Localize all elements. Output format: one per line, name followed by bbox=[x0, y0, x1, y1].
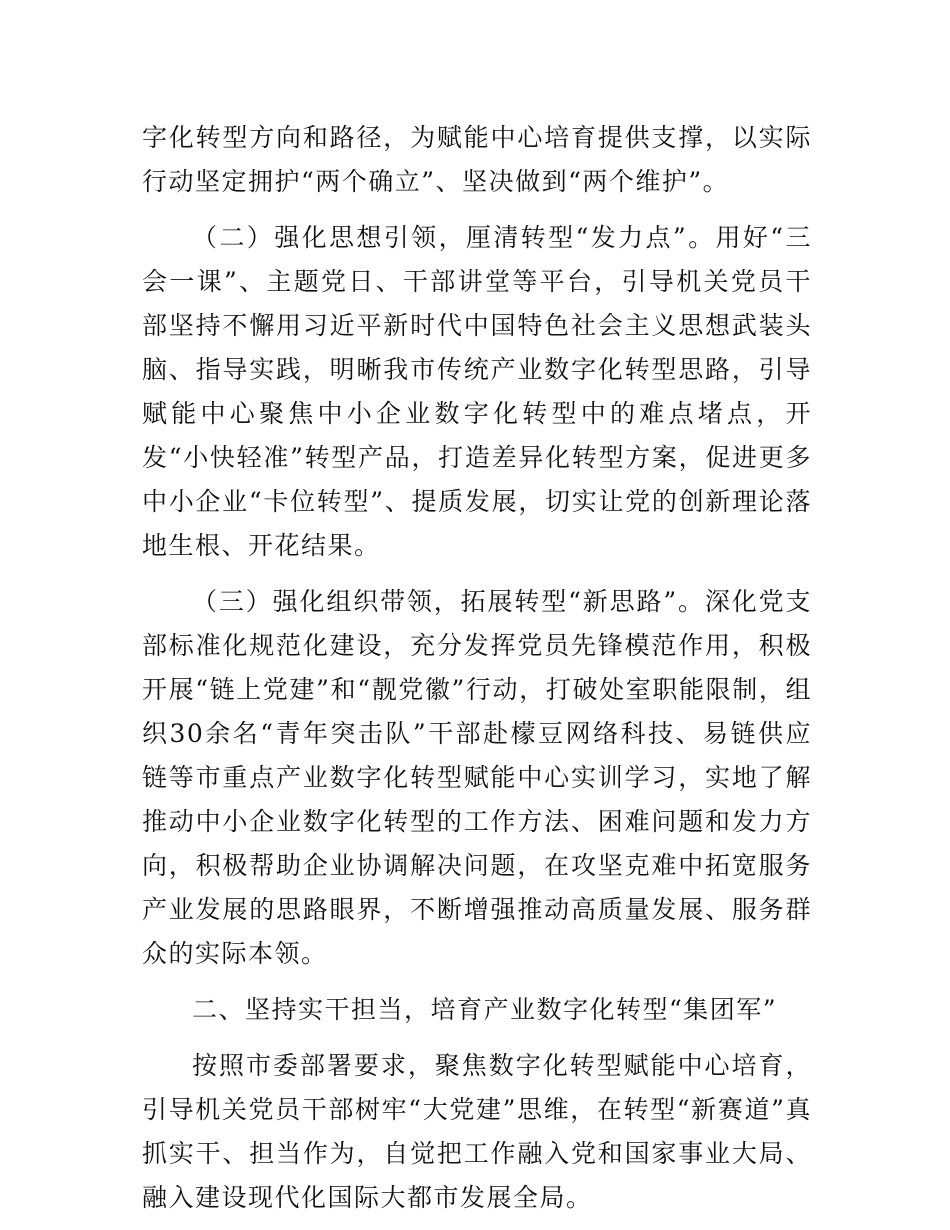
paragraph-section-three: （三）强化组织带领，拓展转型“新思路”。深化党支部标准化规范化建设，充分发挥党员先锋模范作用，积极开展“链上党建”和“靓党徽”行动，打破处室职能限制，组织30余名“青年突击队”干部赴檬豆网络科技、易链供应链等市重点产业数字化转型赋能中心实训学习，实地了解推动中小企业数字化转型的工作方法、困难问题和发力方向，积极帮助企业协调解决问题，在攻坚克难中拓宽服务产业发展的思路眼界，不断增强推动高质量发展、服务群众的实际本领。 bbox=[142, 587, 812, 968]
section-heading: 二、坚持实干担当，培育产业数字化转型“集团军” bbox=[192, 995, 778, 1024]
paragraph-section-two: （二）强化思想引领，厘清转型“发力点”。用好“三会一课”、主题党日、干部讲堂等平台，引导机关党员干部坚持不懈用习近平新时代中国特色社会主义思想武装头脑、指导实践，明晰我市传统产业数字化转型思路，引导赋能中心聚焦中小企业数字化转型中的难点堵点，开发“小快轻准”转型产品，打造差异化转型方案，促进更多中小企业“卡位转型”、提质发展，切实让党的创新理论落地生根、开花结果。 bbox=[142, 223, 812, 560]
document-body bbox=[142, 116, 812, 1220]
paragraph-section-body: 按照市委部署要求，聚焦数字化转型赋能中心培育，引导机关党员干部树牢“大党建”思维，在转型“新赛道”真抓实干、担当作为，自觉把工作融入党和国家事业大局、融入建设现代化国际大都市发展全局。 bbox=[142, 1051, 812, 1212]
paragraph-continuation: 字化转型方向和路径，为赋能中心培育提供支撑，以实际行动坚定拥护“两个确立”、坚决做到“两个维护”。 bbox=[142, 123, 812, 196]
